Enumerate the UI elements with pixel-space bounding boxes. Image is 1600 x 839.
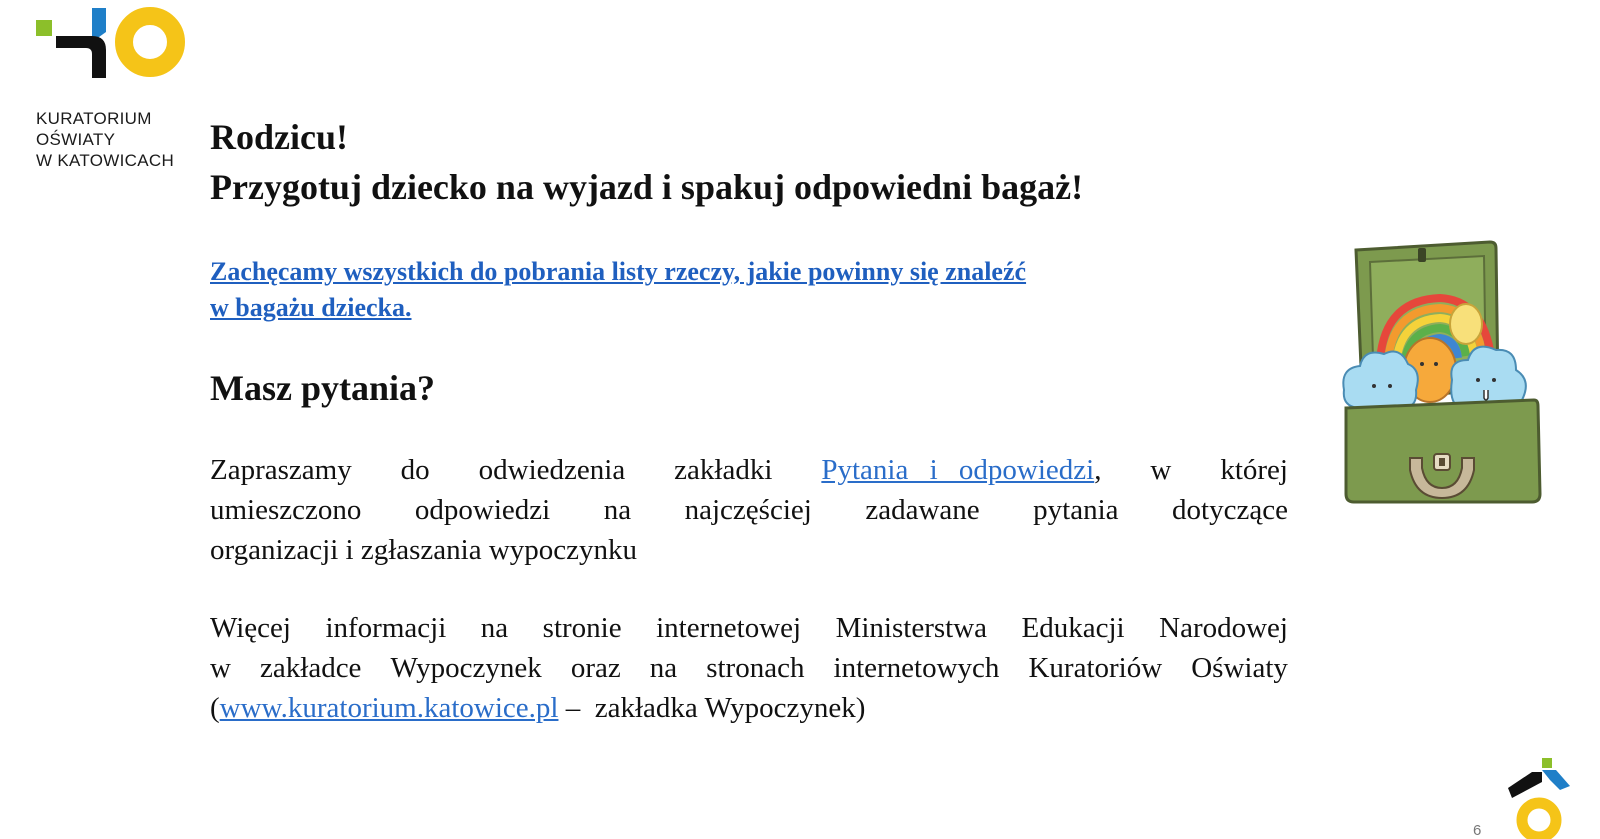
faq-link-wrapper bbox=[821, 450, 1101, 490]
word: Wypoczynek bbox=[390, 652, 542, 684]
word: Narodowej bbox=[1159, 612, 1288, 644]
word: w bbox=[1150, 454, 1172, 486]
faq-link[interactable]: Pytania i odpowiedzi bbox=[821, 454, 1095, 486]
open-paren: ( bbox=[210, 692, 220, 724]
word: Ministerstwa bbox=[835, 612, 988, 644]
word: w bbox=[210, 652, 231, 684]
small-ko-logo-icon bbox=[1508, 758, 1570, 839]
logo-text-line2: OŚWIATY bbox=[36, 130, 116, 149]
more-info-line3 bbox=[210, 688, 1288, 728]
word: odwiedzenia bbox=[478, 454, 626, 486]
comma: , bbox=[1094, 454, 1102, 486]
word: umieszczono bbox=[210, 494, 362, 526]
logo-text-line3: W KATOWICACH bbox=[36, 151, 175, 170]
page-number: 6 bbox=[1473, 822, 1482, 839]
word: na bbox=[480, 612, 509, 644]
suitcase-illustration-icon bbox=[1340, 240, 1545, 510]
word: na bbox=[603, 494, 632, 526]
word: najczęściej bbox=[684, 494, 812, 526]
title-line1: Rodzicu! bbox=[210, 117, 348, 157]
logo-green-square bbox=[36, 20, 52, 36]
word: internetowych bbox=[833, 652, 1000, 684]
word: pytania bbox=[1033, 494, 1119, 526]
word: na bbox=[649, 652, 678, 684]
title-line2: Przygotuj dziecko na wyjazd i spakuj odpowiedni bagaż! bbox=[210, 167, 1084, 207]
word: zakładce bbox=[260, 652, 362, 684]
word: zadawane bbox=[865, 494, 980, 526]
more-info-paragraph bbox=[210, 608, 1288, 728]
word: internetowej bbox=[656, 612, 802, 644]
page-title bbox=[210, 112, 1288, 212]
more-info-line1 bbox=[210, 608, 1288, 648]
word: oraz bbox=[570, 652, 621, 684]
word: do bbox=[400, 454, 430, 486]
questions-line2 bbox=[210, 490, 1288, 530]
logo-black-stroke bbox=[56, 36, 106, 78]
word: stronach bbox=[706, 652, 805, 684]
word: Edukacji bbox=[1021, 612, 1125, 644]
logo-yellow-ring bbox=[124, 16, 176, 68]
word: zakładki bbox=[674, 454, 773, 486]
word: Więcej bbox=[210, 612, 291, 644]
word: odpowiedzi bbox=[414, 494, 551, 526]
kuratorium-website-link[interactable]: www.kuratorium.katowice.pl bbox=[219, 692, 559, 724]
more-info-line3-rest: – zakładka Wypoczynek) bbox=[558, 692, 866, 724]
word: stronie bbox=[542, 612, 622, 644]
word: Oświaty bbox=[1191, 652, 1288, 684]
questions-heading: Masz pytania? bbox=[210, 368, 435, 408]
word: informacji bbox=[325, 612, 447, 644]
word: Kuratoriów bbox=[1028, 652, 1163, 684]
download-list-link[interactable] bbox=[210, 254, 1288, 326]
kuratorium-logo bbox=[34, 6, 204, 170]
logo-text-line1: KURATORIUM bbox=[36, 109, 152, 128]
questions-paragraph bbox=[210, 450, 1288, 570]
main-content bbox=[210, 112, 1288, 728]
ko-logo-mark-icon bbox=[34, 6, 194, 86]
questions-line3: organizacji i zgłaszania wypoczynku bbox=[210, 534, 638, 566]
word: której bbox=[1220, 454, 1288, 486]
word: Zapraszamy bbox=[210, 454, 352, 486]
questions-line1 bbox=[210, 450, 1288, 490]
logo-text bbox=[36, 108, 174, 171]
more-info-line2 bbox=[210, 648, 1288, 688]
word: dotyczące bbox=[1172, 494, 1288, 526]
download-link-line1: Zachęcamy wszystkich do pobrania listy rzeczy, jakie powinny się znaleźć bbox=[210, 257, 1027, 286]
download-link-line2: w bagażu dziecka. bbox=[210, 293, 412, 322]
